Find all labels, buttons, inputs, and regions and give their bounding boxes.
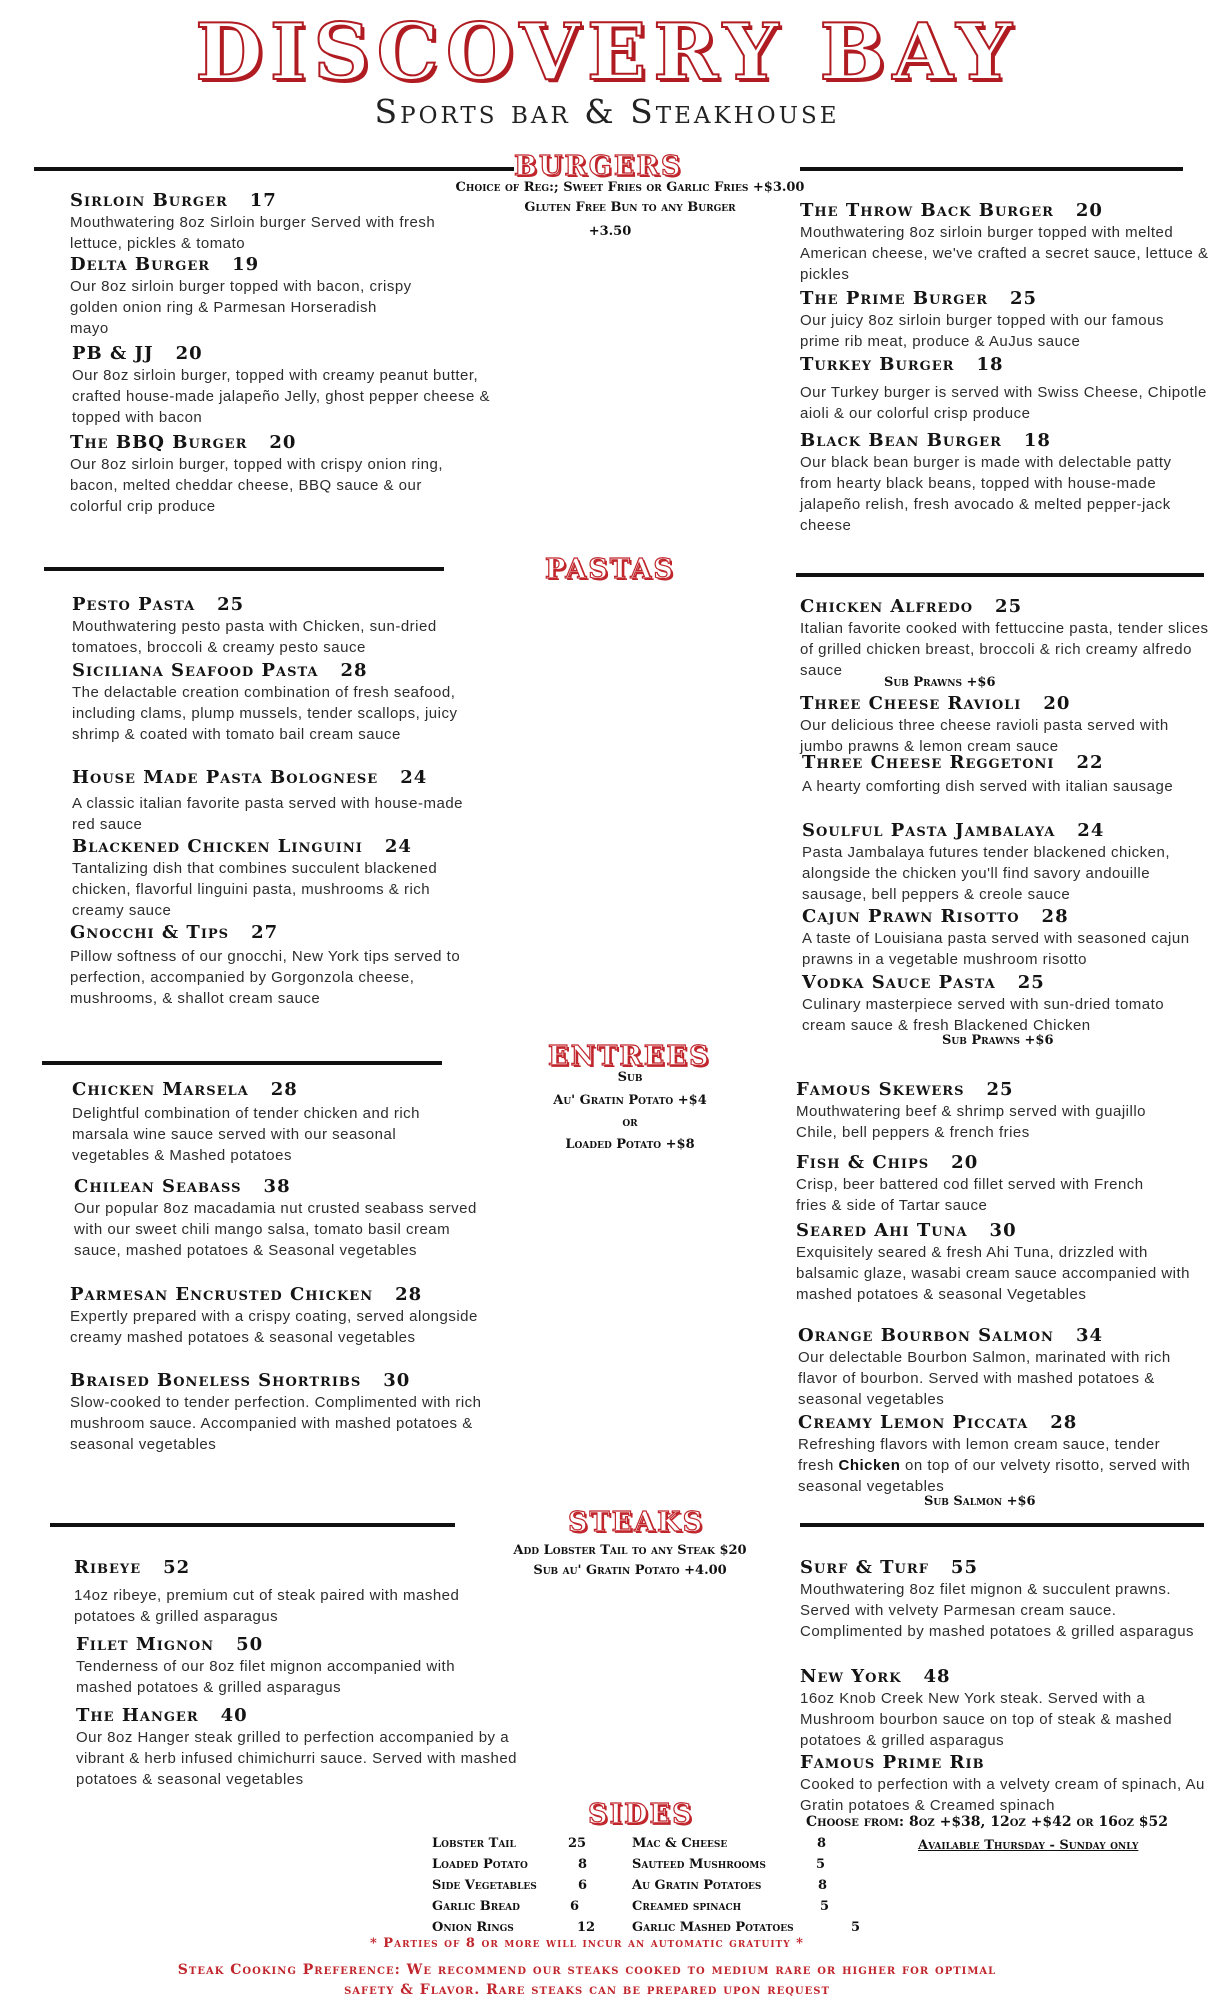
side-name: Mac & Cheese	[632, 1836, 728, 1851]
side-price: 6	[578, 1878, 588, 1893]
item-description: Mouthwatering 8oz sirloin burger topped with melted American cheese, we've crafted a secret sauce, lettuce & pickles	[800, 224, 1209, 283]
menu-item-surf-turf	[800, 1557, 1214, 1642]
item-price: 24	[1077, 820, 1105, 841]
item-name: Chicken Alfredo	[800, 596, 974, 617]
item-description: Pasta Jambalaya futures tender blackened chicken, alongside the chicken you'll find savory andouille sausage, bell peppers & creole sauce	[802, 844, 1171, 903]
menu-item-blackened-chicken-linguini	[72, 836, 502, 921]
item-price: 24	[400, 767, 428, 788]
item-price: 48	[923, 1666, 951, 1687]
section-title-burgers: BURGERS	[514, 151, 683, 182]
side-item	[632, 1857, 766, 1872]
menu-item-sirloin-burger	[70, 190, 500, 254]
item-price: 38	[263, 1176, 291, 1197]
menu-item-delta-burger	[70, 254, 500, 339]
restaurant-name: DISCOVERY BAY	[195, 7, 1019, 98]
item-price: 18	[1023, 430, 1051, 451]
item-name: Vodka Sauce Pasta	[802, 972, 996, 993]
menu-item-gnocchi-tips	[70, 922, 500, 1009]
menu-item-siciliana-seafood-pasta	[72, 660, 502, 745]
item-name: Siciliana Seafood Pasta	[72, 660, 319, 681]
item-description: Exquisitely seared & fresh Ahi Tuna, drizzled with balsamic glaze, wasabi cream sauce accompanied with mashed potatoes & seasonal Vegetables	[796, 1244, 1191, 1303]
menu-item-seared-ahi-tuna	[796, 1220, 1214, 1305]
item-name: Pesto Pasta	[72, 594, 196, 615]
item-description: Mouthwatering 8oz Sirloin burger Served with fresh lettuce, pickles & tomato	[70, 214, 436, 252]
menu-item-chilean-seabass	[74, 1176, 504, 1261]
or-note: or	[622, 1115, 638, 1130]
item-price: 25	[995, 596, 1023, 617]
side-price: 5	[851, 1920, 861, 1935]
menu-item-creamy-lemon-piccata	[798, 1412, 1214, 1497]
item-name: Creamy Lemon Piccata	[798, 1412, 1029, 1433]
side-item	[432, 1899, 520, 1914]
item-description: Mouthwatering pesto pasta with Chicken, sun-dried tomatoes, broccoli & creamy pesto sauce	[72, 618, 437, 656]
item-name: The BBQ Burger	[70, 432, 248, 453]
au-gratin-note: Au' Gratin Potato +$4	[553, 1093, 707, 1108]
section-title-sides: SIDES	[588, 1799, 694, 1830]
section-title-entrees: ENTREES	[548, 1041, 711, 1072]
side-item	[632, 1878, 761, 1893]
item-price: 40	[220, 1705, 248, 1726]
item-description: Culinary masterpiece served with sun-dried tomato cream sauce & fresh Blackened Chicken	[802, 996, 1165, 1034]
gratuity-notice: * Parties of 8 or more will incur an automatic gratuity *	[369, 1936, 804, 1951]
menu-item-the-hanger	[76, 1705, 518, 1790]
side-item	[632, 1836, 727, 1851]
cooking-preference-notice-cont: safety & Flavor. Rare steaks can be prepared upon request	[344, 1982, 830, 1998]
sub-prawns-note: Sub Prawns +$6	[884, 675, 996, 690]
item-price: 19	[232, 254, 260, 275]
menu-item-parmesan-encrusted-chicken	[70, 1284, 500, 1348]
item-price: 22	[1076, 752, 1104, 773]
menu-item-vodka-sauce-pasta	[802, 972, 1214, 1036]
item-name: Soulful Pasta Jambalaya	[802, 820, 1056, 841]
menu-item-three-cheese-ravioli	[800, 693, 1214, 757]
menu-item-cajun-prawn-risotto	[802, 906, 1214, 970]
item-description: Delightful combination of tender chicken and rich marsala wine sauce served with our seasonal vegetables & Mashed potatoes	[72, 1105, 421, 1164]
item-description: Tantalizing dish that combines succulent blackened chicken, flavorful linguini pasta, mushrooms & rich creamy sauce	[72, 860, 438, 919]
item-price: 25	[1017, 972, 1045, 993]
item-name: Sirloin Burger	[70, 190, 228, 211]
sub-prawns-note: Sub Prawns +$6	[942, 1033, 1054, 1048]
item-name: Turkey Burger	[800, 354, 955, 375]
menu-item-new-york	[800, 1666, 1214, 1751]
item-price: 50	[236, 1634, 264, 1655]
loaded-potato-note: Loaded Potato +$8	[565, 1137, 695, 1152]
item-description: Italian favorite cooked with fettuccine pasta, tender slices of grilled chicken breast, broccoli & rich creamy alfredo sauce	[800, 620, 1209, 679]
item-name: The Hanger	[76, 1705, 199, 1726]
side-name: Loaded Potato	[432, 1857, 528, 1872]
item-name: Orange Bourbon Salmon	[798, 1325, 1054, 1346]
section-rule	[34, 167, 514, 171]
side-name: Creamed spinach	[632, 1899, 742, 1914]
item-description: Mouthwatering beef & shrimp served with guajillo Chile, bell peppers & french fries	[796, 1103, 1146, 1141]
item-name: Chilean Seabass	[74, 1176, 242, 1197]
menu-item-fish-chips	[796, 1152, 1214, 1216]
item-name: Surf & Turf	[800, 1557, 929, 1578]
burgers-sides-note: Choice of Reg:; Sweet Fries or Garlic Fries +$3.00	[455, 180, 805, 195]
item-name: Chicken Marsela	[72, 1079, 249, 1100]
item-price: 28	[395, 1284, 423, 1305]
item-price: 17	[249, 190, 277, 211]
item-price: 55	[950, 1557, 978, 1578]
menu-item-turkey-burger	[800, 354, 1214, 424]
menu-item-prime-burger	[800, 288, 1214, 352]
item-price: 34	[1075, 1325, 1103, 1346]
lobster-tail-note: Add Lobster Tail to any Steak $20	[513, 1543, 747, 1558]
item-price: 25	[1010, 288, 1038, 309]
menu-item-pesto-pasta	[72, 594, 502, 658]
item-description: Slow-cooked to tender perfection. Complimented with rich mushroom sauce. Accompanied with mashed potatoes & seasonal vegetables	[70, 1394, 482, 1453]
section-rule	[50, 1523, 455, 1527]
side-price: 12	[577, 1920, 596, 1935]
section-title-pastas: PASTAS	[545, 554, 675, 585]
item-price: 20	[951, 1152, 979, 1173]
item-description: Cooked to perfection with a velvety cream of spinach, Au Gratin potatoes & Creamed spinach	[800, 1776, 1205, 1814]
side-name: Onion Rings	[432, 1920, 514, 1935]
item-name: Parmesan Encrusted Chicken	[70, 1284, 374, 1305]
item-description: Our delectable Bourbon Salmon, marinated with rich flavor of bourbon. Served with mashed potatoes & seasonal vegetables	[798, 1349, 1171, 1408]
item-description-highlight: Chicken	[838, 1457, 901, 1474]
item-description: Mouthwatering 8oz filet mignon & succulent prawns. Served with velvety Parmesan cream sauce. Complimented by mashed potatoes & grilled asparagus	[800, 1581, 1195, 1640]
item-name: The Prime Burger	[800, 288, 989, 309]
item-description: 14oz ribeye, premium cut of steak paired with mashed potatoes & grilled asparagus	[74, 1587, 460, 1625]
side-name: Lobster Tail	[432, 1836, 516, 1851]
menu-item-famous-prime-rib	[800, 1752, 1214, 1816]
item-price: 20	[1043, 693, 1071, 714]
prime-rib-availability: Available Thursday - Sunday only	[918, 1838, 1139, 1853]
item-name: Braised Boneless Shortribs	[70, 1370, 362, 1391]
item-description: Our Turkey burger is served with Swiss Cheese, Chipotle aioli & our colorful crisp produce	[800, 384, 1207, 422]
item-description: Pillow softness of our gnocchi, New York tips served to perfection, accompanied by Gorgonzola cheese, mushrooms, & shallot cream sauce	[70, 948, 461, 1007]
item-description-part: on top of our velvety risotto, served with seasonal vegetables	[798, 1457, 1191, 1495]
item-name: Three Cheese Ravioli	[800, 693, 1022, 714]
side-item	[632, 1899, 741, 1914]
item-price: 28	[1041, 906, 1069, 927]
item-price: 20	[269, 432, 297, 453]
item-price: 20	[175, 343, 203, 364]
item-price: 20	[1075, 200, 1103, 221]
item-name: Blackened Chicken Linguini	[72, 836, 363, 857]
item-name: The Throw Back Burger	[800, 200, 1054, 221]
side-name: Garlic Mashed Potatoes	[632, 1920, 794, 1935]
item-name: Black Bean Burger	[800, 430, 1002, 451]
item-description: Our juicy 8oz sirloin burger topped with our famous prime rib meat, produce & AuJus sauce	[800, 312, 1164, 350]
item-price: 28	[1050, 1412, 1078, 1433]
menu-item-braised-boneless-shortribs	[70, 1370, 500, 1455]
item-description: Expertly prepared with a crispy coating, served alongside creamy mashed potatoes & seasonal vegetables	[70, 1308, 478, 1346]
item-description: Our popular 8oz macadamia nut crusted seabass served with our sweet chili mango salsa, tomato basil cream sauce, mashed potatoes & Seasonal vegetables	[74, 1200, 477, 1259]
menu-item-orange-bourbon-salmon	[798, 1325, 1214, 1410]
menu-item-famous-skewers	[796, 1079, 1214, 1143]
item-price: 52	[163, 1557, 191, 1578]
item-price: 27	[251, 922, 279, 943]
side-price: 8	[578, 1857, 588, 1872]
menu-item-chicken-alfredo	[800, 596, 1214, 681]
item-name: Famous Prime Rib	[800, 1752, 985, 1773]
entrees-sub-note: Sub	[617, 1070, 643, 1085]
side-name: Au Gratin Potatoes	[632, 1878, 762, 1893]
item-description-part: Refreshing flavors with lemon cream sauce, tender fresh	[798, 1436, 1161, 1474]
section-rule	[796, 573, 1204, 577]
item-price: 25	[217, 594, 245, 615]
menu-item-three-cheese-reggetoni	[802, 752, 1214, 797]
item-price: 28	[340, 660, 368, 681]
item-description: The delactable creation combination of fresh seafood, including clams, plump mussels, tender scallops, juicy shrimp & coated with tomato bail cream sauce	[72, 684, 458, 743]
menu-item-pasta-bolognese	[72, 767, 502, 835]
item-description: Tenderness of our 8oz filet mignon accompanied with mashed potatoes & grilled asparagus	[76, 1658, 456, 1696]
menu-item-black-bean-burger	[800, 430, 1214, 536]
section-rule	[800, 167, 1183, 171]
item-name: Fish & Chips	[796, 1152, 930, 1173]
side-price: 25	[568, 1836, 587, 1851]
item-name: Filet Mignon	[76, 1634, 215, 1655]
section-rule	[42, 1061, 442, 1065]
section-title-steaks: STEAKS	[568, 1507, 705, 1538]
menu-item-filet-mignon	[76, 1634, 506, 1698]
menu-item-ribeye	[74, 1557, 504, 1627]
item-description: A hearty comforting dish served with italian sausage	[802, 778, 1174, 795]
item-price: 30	[383, 1370, 411, 1391]
item-price: 25	[986, 1079, 1014, 1100]
item-description: Our delicious three cheese ravioli pasta served with jumbo prawns & lemon cream sauce	[800, 717, 1169, 755]
side-name: Side Vegetables	[432, 1878, 537, 1893]
item-price: 18	[976, 354, 1004, 375]
item-description: A taste of Louisiana pasta served with seasoned cajun prawns in a vegetable mushroom risotto	[802, 930, 1190, 968]
side-price: 8	[818, 1878, 828, 1893]
cooking-preference-notice: Steak Cooking Preference: We recommend our steaks cooked to medium rare or higher for optimal	[177, 1962, 997, 1978]
item-price: 28	[270, 1079, 298, 1100]
item-name: House Made Pasta Bolognese	[72, 767, 379, 788]
item-description: Crisp, beer battered cod fillet served with French fries & side of Tartar sauce	[796, 1176, 1144, 1214]
side-price: 5	[816, 1857, 826, 1872]
menu-item-pb-jj	[72, 343, 502, 428]
item-description: Our 8oz sirloin burger, topped with crispy onion ring, bacon, melted cheddar cheese, BBQ sauce & our colorful crip produce	[70, 456, 444, 515]
restaurant-subtitle: Sports bar & Steakhouse	[374, 92, 840, 131]
item-description	[798, 1434, 1198, 1497]
menu-item-bbq-burger	[70, 432, 500, 517]
item-description: Our black bean burger is made with delectable patty from hearty black beans, topped with house-made jalapeño relish, fresh avocado & melted pepper-jack cheese	[800, 454, 1172, 534]
section-rule	[800, 1523, 1204, 1527]
prime-rib-choose-note: Choose from: 8oz +$38, 12oz +$42 or 16oz $52	[806, 1814, 1168, 1830]
item-name: Three Cheese Reggetoni	[802, 752, 1055, 773]
gluten-free-price: +3.50	[588, 224, 632, 239]
menu-item-chicken-marsela	[72, 1079, 502, 1166]
item-description: Our 8oz sirloin burger topped with bacon, crispy golden onion ring & Parmesan Horseradish mayo	[70, 278, 412, 337]
steak-au-gratin-note: Sub au' Gratin Potato +4.00	[533, 1563, 727, 1578]
sub-salmon-note: Sub Salmon +$6	[924, 1494, 1036, 1509]
item-name: Seared Ahi Tuna	[796, 1220, 968, 1241]
item-price: 30	[989, 1220, 1017, 1241]
side-name: Garlic Bread	[432, 1899, 520, 1914]
item-name: Famous Skewers	[796, 1079, 965, 1100]
side-item	[432, 1836, 516, 1851]
menu-item-soulful-pasta-jambalaya	[802, 820, 1214, 905]
item-description: A classic italian favorite pasta served with house-made red sauce	[72, 795, 464, 833]
item-name: PB & JJ	[72, 343, 154, 364]
item-description: 16oz Knob Creek New York steak. Served with a Mushroom bourbon sauce on top of steak & mashed potatoes & grilled asparagus	[800, 1690, 1173, 1749]
side-price: 5	[820, 1899, 830, 1914]
gluten-free-note: Gluten Free Bun to any Burger	[524, 200, 736, 215]
side-item	[432, 1857, 528, 1872]
side-price: 8	[817, 1836, 827, 1851]
item-description: Our 8oz Hanger steak grilled to perfection accompanied by a vibrant & herb infused chimichurri sauce. Served with mashed potatoes & seasonal vegetables	[76, 1729, 518, 1788]
menu-item-throw-back-burger	[800, 200, 1214, 285]
section-rule	[44, 567, 444, 571]
item-name: Gnocchi & Tips	[70, 922, 230, 943]
side-name: Sauteed Mushrooms	[632, 1857, 766, 1872]
item-price: 24	[384, 836, 412, 857]
item-name: Cajun Prawn Risotto	[802, 906, 1020, 927]
side-price: 6	[570, 1899, 580, 1914]
item-name: Ribeye	[74, 1557, 142, 1578]
item-name: Delta Burger	[70, 254, 211, 275]
side-item	[432, 1878, 537, 1893]
item-name: New York	[800, 1666, 902, 1687]
item-description: Our 8oz sirloin burger, topped with creamy peanut butter, crafted house-made jalapeño Jelly, ghost pepper cheese & topped with bacon	[72, 367, 490, 426]
